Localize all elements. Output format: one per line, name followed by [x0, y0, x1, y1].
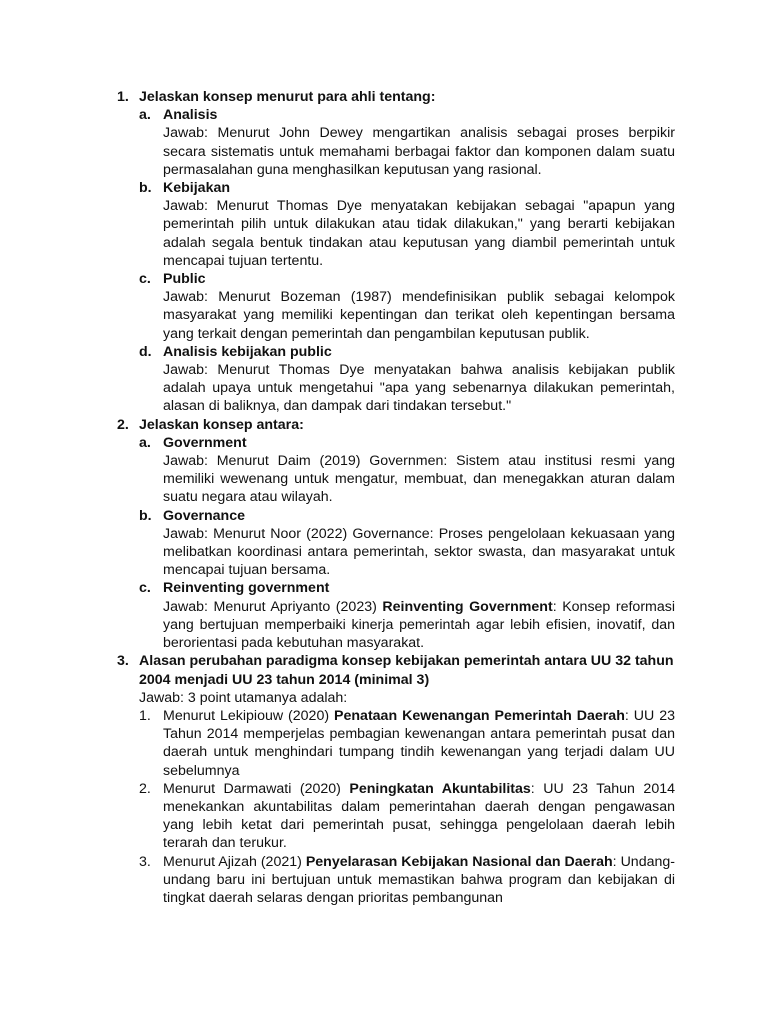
point-text: Menurut Ajizah (2021) [163, 853, 306, 870]
sub-item-title: Analisis kebijakan public [163, 343, 332, 360]
document-content [117, 88, 675, 907]
point-text: : UU 23 Tahun 2014 menekankan akuntabilitas dalam pemerintahan daerah dengan pengawasan yang lebih ketat dari pemerintah pusat, sehingga pengelolaan daerah lebih terarah dan terukur. [163, 780, 675, 852]
question-3 [117, 652, 675, 907]
sub-item-letter: b. [139, 507, 152, 524]
question-title: Jelaskan konsep menurut para ahli tentang: [139, 89, 436, 105]
sub-item-title: Analisis [163, 107, 218, 124]
sub-item-governance [139, 507, 675, 580]
sub-item-letter: a. [139, 107, 151, 124]
point-number: 1. [139, 707, 151, 724]
sub-item-answer: Jawab: Menurut Bozeman (1987) mendefinisikan publik sebagai kelompok masyarakat yang memiliki kepentingan dan terikat oleh kepentingan bersama yang terkait dengan pemerintah dan pengambilan keputusan publik. [163, 289, 675, 342]
sub-item-analisis-kebijakan-public [139, 343, 675, 416]
sub-item-reinventing-government [139, 579, 675, 652]
sub-item-title: Government [163, 434, 247, 451]
point-text: Menurut Darmawati (2020) [163, 780, 350, 797]
question-2 [117, 416, 675, 653]
sub-item-answer: Jawab: Menurut Noor (2022) Governance: Proses pengelolaan kekuasaan yang melibatkan koordinasi antara pemerintah, sektor swasta, dan masyarakat untuk mencapai tujuan bersama. [163, 525, 675, 579]
sub-item-letter: b. [139, 180, 152, 197]
point-number: 2. [139, 780, 151, 797]
answer-text: : Konsep reformasi yang bertujuan memperbaiki kinerja pemerintah agar lebih efisien, inovatif, dan berorientasi pada kebutuhan masyarakat. [163, 598, 675, 652]
question-1 [117, 88, 675, 416]
point-item-2 [139, 780, 675, 853]
point-emphasis: Penyelarasan Kebijakan Nasional dan Daerah [305, 853, 613, 870]
sub-item-kebijakan [139, 179, 675, 270]
question-number: 3. [117, 653, 129, 670]
point-emphasis: Penataan Kewenangan Pemerintah Daerah [334, 707, 625, 724]
point-number: 3. [139, 853, 151, 870]
sub-item-answer: Jawab: Menurut John Dewey mengartikan analisis sebagai proses berpikir secara sistematis untuk memahami berbagai faktor dan komponen dalam suatu permasalahan guna menghasilkan keputusan yang rasional. [163, 125, 675, 178]
sub-item-letter: c. [139, 271, 151, 288]
sub-item-letter: a. [139, 434, 151, 451]
point-text: Menurut Lekipiouw (2020) [163, 707, 335, 724]
answer-text: Jawab: Menurut Apriyanto (2023) [163, 598, 383, 615]
sub-item-analisis [139, 106, 675, 179]
point-item-1 [139, 707, 675, 780]
sub-item-government [139, 434, 675, 507]
sub-item-title: Public [163, 271, 206, 288]
sub-item-answer [163, 598, 675, 653]
sub-item-public [139, 270, 675, 343]
sub-item-title: Governance [163, 507, 246, 524]
sub-item-answer: Jawab: Menurut Daim (2019) Governmen: Sistem atau institusi resmi yang memiliki wewenang untuk mengatur, membuat, dan menegakkan aturan dalam suatu negara atau wilayah. [163, 453, 675, 506]
answer-emphasis: Reinventing Government [382, 598, 553, 615]
point-text: : UU 23 Tahun 2014 memperjelas pembagian kewenangan antara pemerintah pusat dan daerah untuk menghindari tumpang tindih kewenangan yang terjadi dalam UU sebelumnya [163, 707, 675, 779]
sub-item-answer: Jawab: Menurut Thomas Dye menyatakan kebijakan sebagai "apapun yang pemerintah pilih untuk dilakukan atau tidak dilakukan," yang berarti kebijakan adalah segala bentuk tindakan atau keputusan yang diambil pemerintah untuk mencapai tujuan tertentu. [163, 198, 675, 269]
point-text: : Undang-undang baru ini bertujuan untuk memastikan bahwa program dan kebijakan di tingkat daerah selaras dengan prioritas pembangunan [163, 853, 675, 906]
point-emphasis: Peningkatan Akuntabilitas [349, 780, 531, 797]
sub-item-letter: c. [139, 580, 151, 597]
sub-item-answer: Jawab: Menurut Thomas Dye menyatakan bahwa analisis kebijakan publik adalah upaya untuk mengetahui "apa yang sebenarnya dilakukan pemerintah, alasan di baliknya, dan dampak dari tindakan tersebut." [163, 362, 675, 415]
question-number: 2. [117, 416, 129, 433]
point-item-3 [139, 853, 675, 908]
question-title: Jelaskan konsep antara: [139, 416, 304, 433]
sub-item-letter: d. [139, 343, 152, 360]
question-number: 1. [117, 89, 129, 105]
question-title: Alasan perubahan paradigma konsep kebijakan pemerintah antara UU 32 tahun 2004 menjadi UU 23 tahun 2014 (minimal 3) [139, 653, 674, 688]
question-intro: Jawab: 3 point utamanya adalah: [139, 689, 348, 706]
sub-item-title: Kebijakan [163, 180, 231, 197]
sub-item-title: Reinventing government [163, 580, 330, 597]
